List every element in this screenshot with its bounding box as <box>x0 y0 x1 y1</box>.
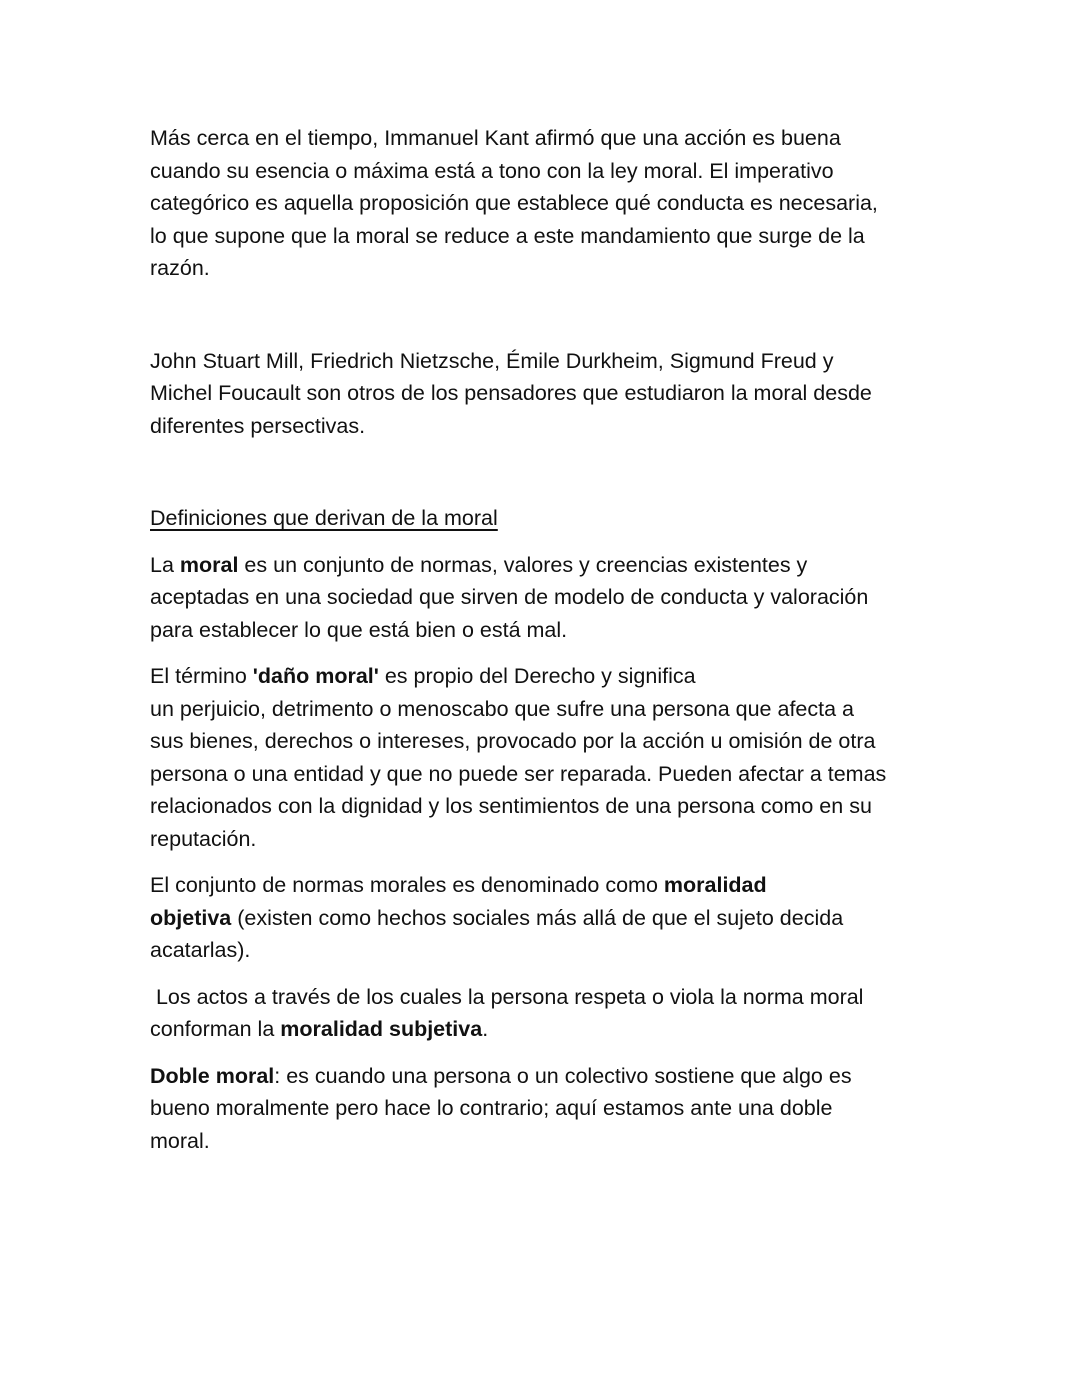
paragraph-moral <box>150 549 940 647</box>
text-fragment: es un conjunto de normas, valores y creencias existentes y <box>238 552 808 577</box>
paragraph-kant <box>150 122 940 285</box>
text-line: lo que supone que la moral se reduce a este mandamiento que surge de la <box>150 223 865 248</box>
bold-term: Doble moral <box>150 1063 275 1088</box>
text-line <box>150 902 940 935</box>
text-line: persona o una entidad y que no puede ser reparada. Pueden afectar a temas <box>150 761 887 786</box>
text-line: diferentes persectivas. <box>150 413 366 438</box>
bold-term: objetiva <box>150 905 232 930</box>
text-line: relacionados con la dignidad y los sentimientos de una persona como en su <box>150 794 872 818</box>
text-line: para establecer lo que está bien o está mal. <box>150 617 568 642</box>
text-fragment: es propio del Derecho y significa <box>378 664 696 688</box>
text-line: aceptadas en una sociedad que sirven de modelo de conducta y valoración <box>150 585 869 609</box>
text-line: reputación. <box>150 826 257 851</box>
text-line: cuando su esencia o máxima está a tono con la ley moral. El imperativo <box>150 158 834 183</box>
text-fragment: . <box>482 1017 489 1041</box>
text-line: Los actos a través de los cuales la persona respeta o viola la norma moral <box>150 984 864 1009</box>
text-line: acatarlas). <box>150 938 251 962</box>
text-fragment: La <box>150 552 180 577</box>
paragraph-moralidad-subjetiva <box>150 981 940 1046</box>
text-line: Michel Foucault son otros de los pensadores que estudiaron la moral desde <box>150 381 872 405</box>
text-fragment: El término <box>150 664 253 688</box>
text-line <box>150 869 940 902</box>
bold-term: 'daño moral' <box>252 664 379 688</box>
text-fragment: El conjunto de normas morales es denominado como <box>150 873 664 897</box>
paragraph-dano-moral <box>150 660 940 855</box>
document-page <box>150 122 940 1157</box>
text-line: un perjuicio, detrimento o menoscabo que sufre una persona que afecta a <box>150 696 854 721</box>
text-line <box>150 549 940 582</box>
paragraph-thinkers <box>150 345 940 443</box>
text-line: categórico es aquella proposición que establece qué conducta es necesaria, <box>150 191 878 215</box>
text-line: moral. <box>150 1128 210 1153</box>
paragraph-doble-moral <box>150 1060 940 1158</box>
bold-term: moral <box>179 552 239 577</box>
text-line <box>150 1060 940 1093</box>
section-heading: Definiciones que derivan de la moral <box>150 506 498 530</box>
text-fragment: (existen como hechos sociales más allá de que el sujeto decida <box>231 905 844 930</box>
text-line: razón. <box>150 256 210 280</box>
bold-term: moralidad <box>663 873 767 897</box>
bold-term: moralidad subjetiva <box>280 1017 483 1041</box>
text-line <box>150 660 940 693</box>
text-line: Más cerca en el tiempo, Immanuel Kant afirmó que una acción es buena <box>150 126 841 150</box>
paragraph-moralidad-objetiva <box>150 869 940 967</box>
text-fragment: conforman la <box>150 1017 281 1041</box>
text-line <box>150 1013 940 1046</box>
text-fragment: : es cuando una persona o un colectivo sostiene que algo es <box>274 1063 852 1088</box>
text-line: bueno moralmente pero hace lo contrario; aquí estamos ante una doble <box>150 1096 833 1120</box>
text-line: John Stuart Mill, Friedrich Nietzsche, Émile Durkheim, Sigmund Freud y <box>150 348 834 373</box>
text-line: sus bienes, derechos o intereses, provocado por la acción u omisión de otra <box>150 729 876 753</box>
